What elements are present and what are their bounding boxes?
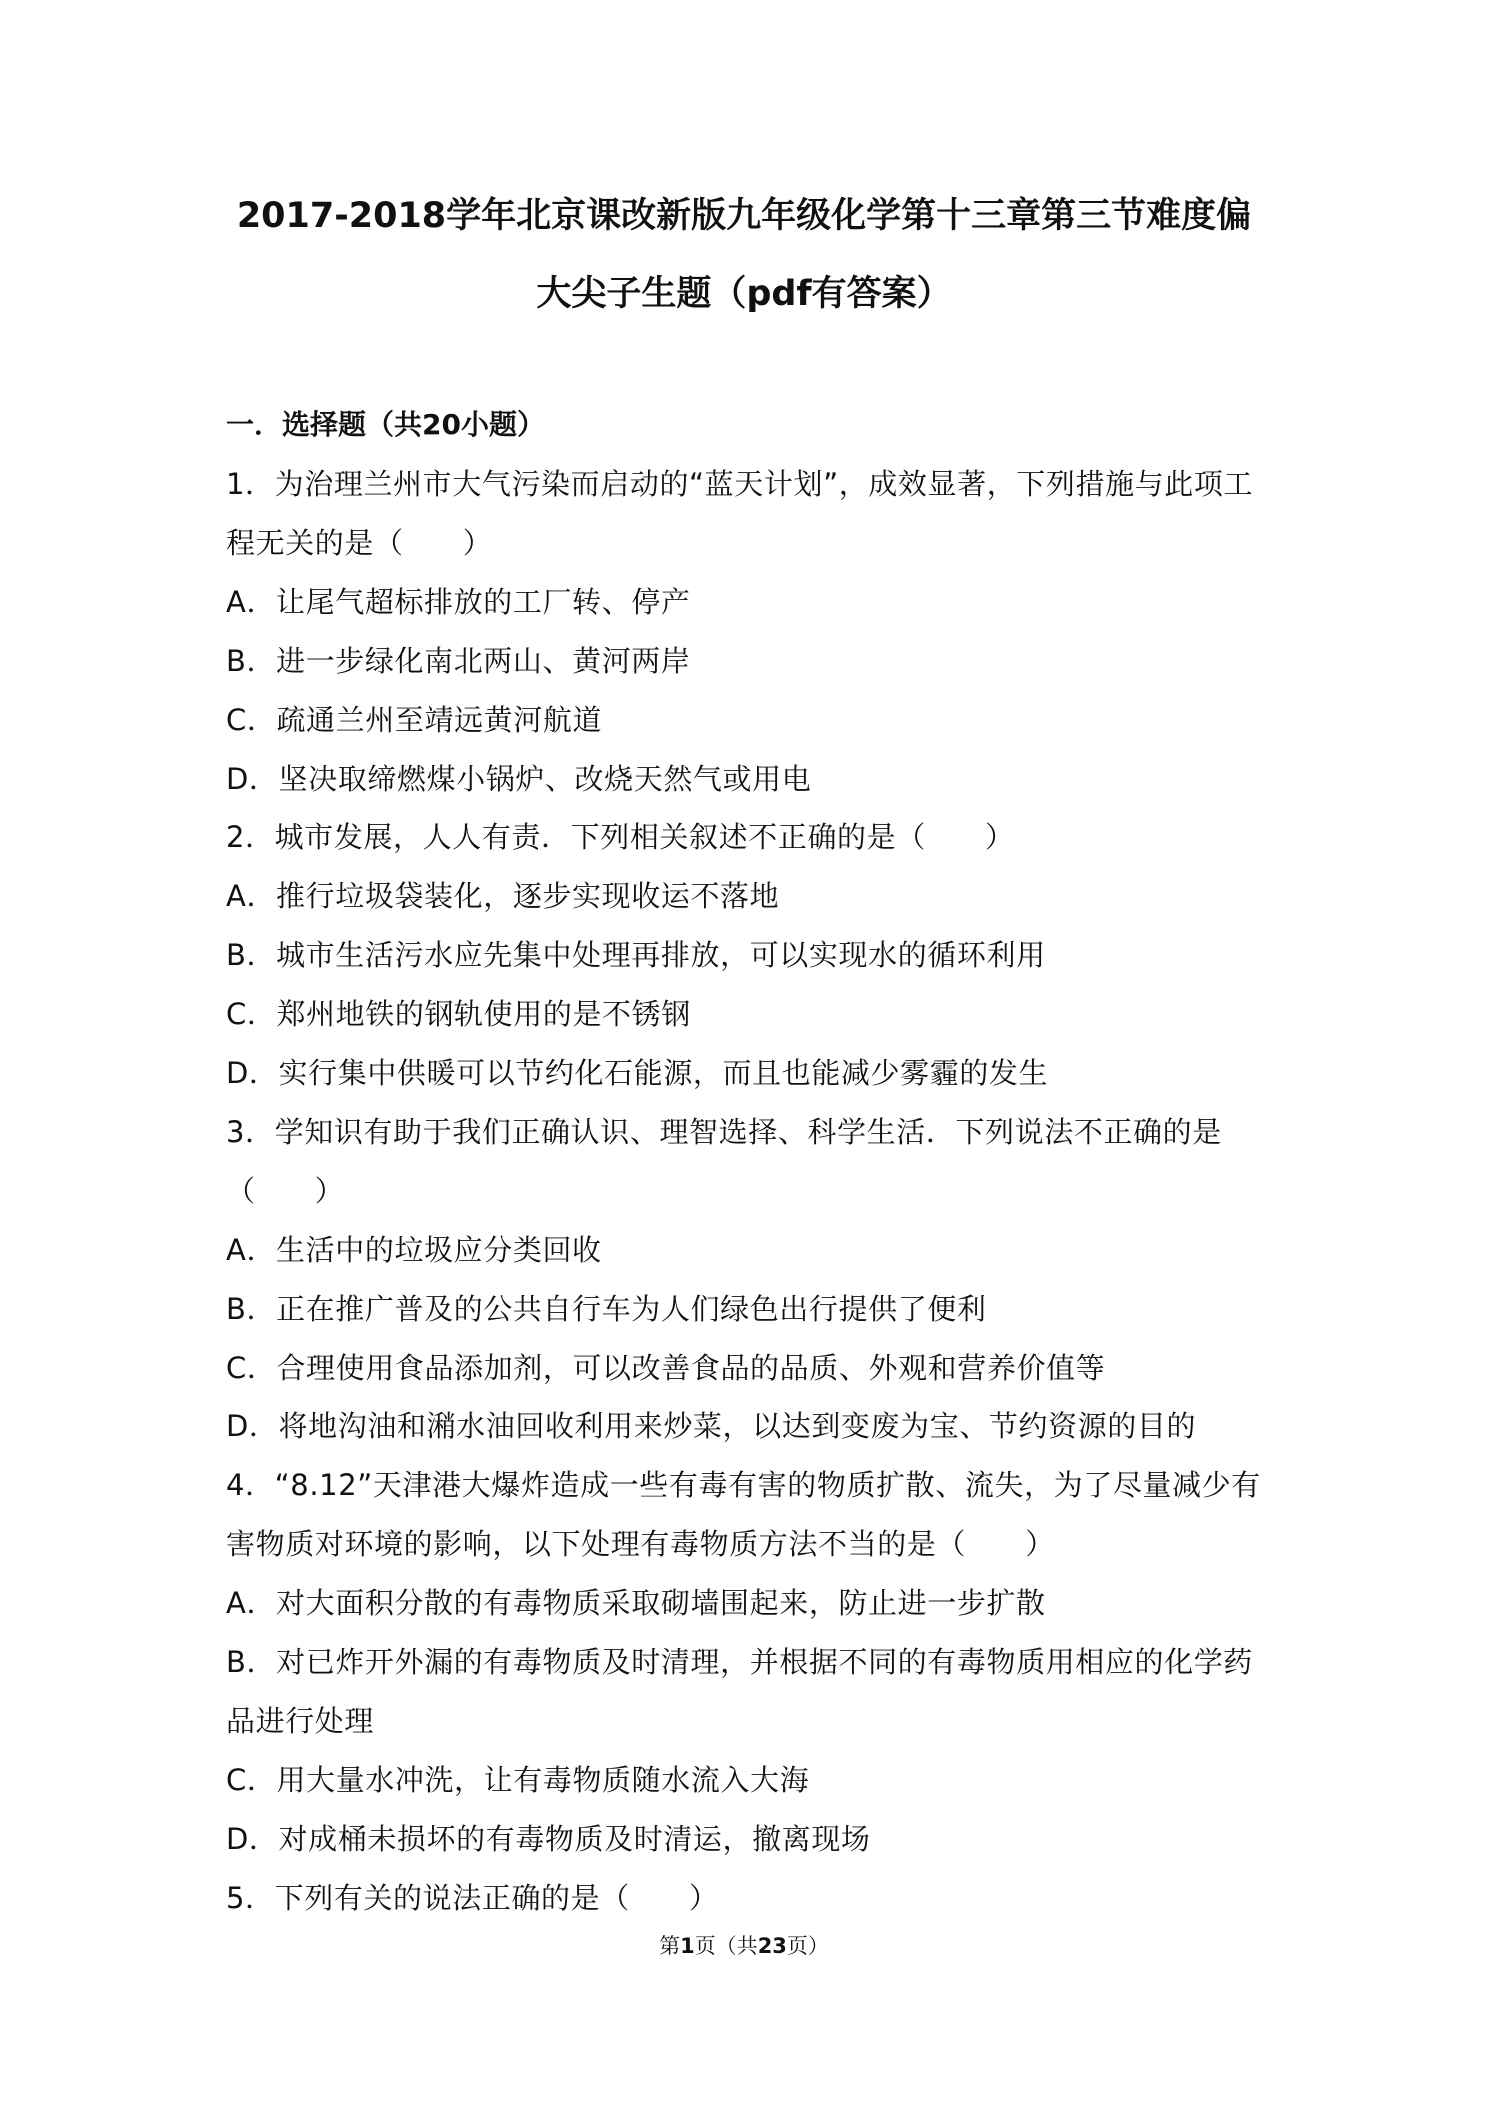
document-line: D．对成桶未损坏的有毒物质及时清运，撤离现场: [226, 1822, 871, 1856]
document-line: 5．下列有关的说法正确的是（ ）: [226, 1881, 719, 1915]
document-line: 程无关的是（ ）: [226, 526, 493, 560]
page-footer: [0, 1936, 1488, 1957]
document-line: （ ）: [226, 1174, 345, 1208]
document-line: C．用大量水冲洗，让有毒物质随水流入大海: [226, 1763, 810, 1797]
footer-suffix: 页）: [786, 1934, 829, 1958]
document-line: 2．城市发展，人人有责．下列相关叙述不正确的是（ ）: [226, 820, 1015, 854]
footer-prefix: 第: [659, 1934, 681, 1958]
document-title-line-1: 2017-2018学年北京课改新版九年级化学第十三章第三节难度偏: [236, 196, 1252, 236]
document-line: D．将地沟油和潲水油回收利用来炒菜，以达到变废为宝、节约资源的目的: [226, 1409, 1197, 1443]
document-line: C．疏通兰州至靖远黄河航道: [226, 703, 603, 737]
document-line: A．对大面积分散的有毒物质采取砌墙围起来，防止进一步扩散: [226, 1586, 1046, 1620]
document-line: A．让尾气超标排放的工厂转、停产: [226, 585, 691, 619]
document-line: 3．学知识有助于我们正确认识、理智选择、科学生活．下列说法不正确的是: [226, 1115, 1222, 1149]
document-line: 害物质对环境的影响，以下处理有毒物质方法不当的是（ ）: [226, 1527, 1055, 1561]
document-line: A．生活中的垃圾应分类回收: [226, 1233, 602, 1267]
document-line: 4．“8.12”天津港大爆炸造成一些有毒有害的物质扩散、流失，为了尽量减少有: [226, 1468, 1261, 1502]
document-line: B．进一步绿化南北两山、黄河两岸: [226, 644, 691, 678]
document-line: 品进行处理: [226, 1704, 375, 1738]
footer-total-pages: 23: [757, 1934, 787, 1958]
document-line: D．坚决取缔燃煤小锅炉、改烧天然气或用电: [226, 762, 812, 796]
document-line: B．对已炸开外漏的有毒物质及时清理，并根据不同的有毒物质用相应的化学药: [226, 1645, 1253, 1679]
document-line: A．推行垃圾袋装化，逐步实现收运不落地: [226, 879, 780, 913]
document-line: D．实行集中供暖可以节约化石能源，而且也能减少雾霾的发生: [226, 1056, 1049, 1090]
document-line: B．正在推广普及的公共自行车为人们绿色出行提供了便利: [226, 1292, 987, 1326]
document-line: B．城市生活污水应先集中处理再排放，可以实现水的循环利用: [226, 938, 1046, 972]
document-line: C．合理使用食品添加剂，可以改善食品的品质、外观和营养价值等: [226, 1351, 1106, 1385]
footer-middle: 页（共: [694, 1934, 758, 1958]
document-line: C．郑州地铁的钢轨使用的是不锈钢: [226, 997, 691, 1031]
document-line: 1．为治理兰州市大气污染而启动的“蓝天计划”，成效显著，下列措施与此项工: [226, 467, 1254, 501]
footer-page-number: 1: [680, 1934, 695, 1958]
section-heading: 一．选择题（共20小题）: [226, 408, 545, 441]
document-title-line-2: 大尖子生题（pdf有答案）: [536, 274, 952, 314]
